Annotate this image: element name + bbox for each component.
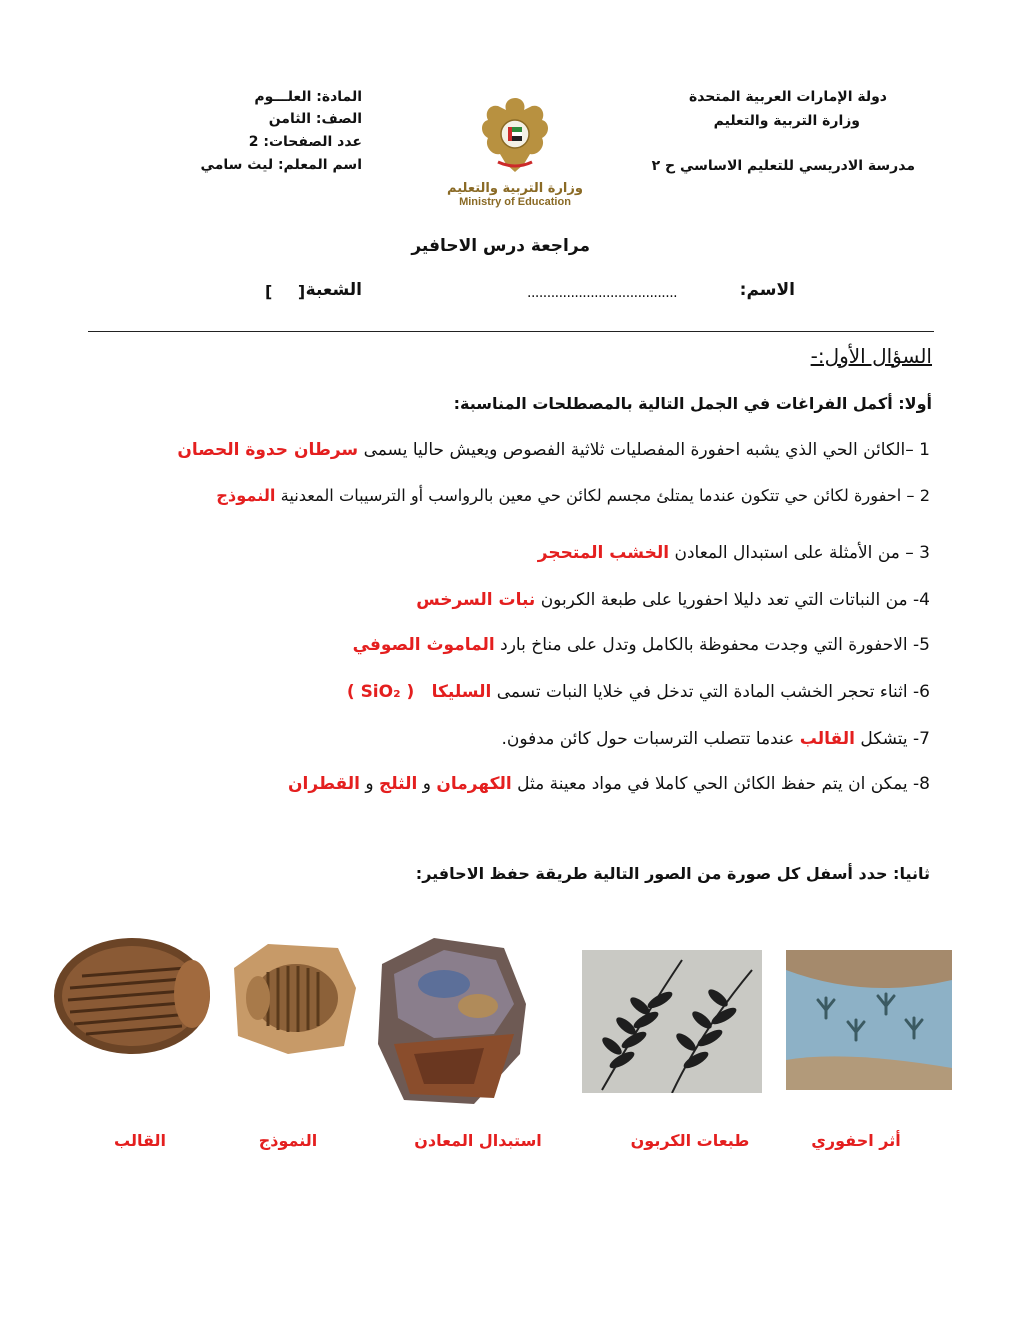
ministry-logo [440,92,590,217]
caption-carbon-film: طبعات الكربون [630,1131,750,1150]
item-2-text: 2 – احفورة لكائن حي تتكون عندما يمتلئ مجسم لكائن حي معين بالرواسب أو الترسيبات المعدنية [280,486,930,505]
question-item-8 [288,774,930,794]
trilobite-mold-photo [50,928,215,1068]
item-5-text: 5- الاحفورة التي وجدت محفوظة بالكامل وتدل على مناخ بارد [500,635,930,655]
caption-cast: النموذج [258,1131,318,1150]
item-3-answer: الخشب المتحجر [537,543,670,563]
item-8-answer-3: القطران [288,774,360,794]
student-name-field[interactable]: ...................................... [527,285,678,301]
caption-trace-fossil: أثر احفوري [811,1131,901,1150]
question-item-5 [353,635,930,655]
pages-label: عدد الصفحات: 2 [248,134,362,150]
item-3-text: 3 – من الأمثلة على استبدال المعادن [674,543,930,563]
petrified-wood-photo [374,934,530,1110]
item-8-text: 8- يمكن ان يتم حفظ الكائن الحي كاملا في مواد معينة مثل [517,774,930,794]
header-divider [88,331,934,332]
item-7-answer: القالب [799,729,855,749]
item-6-formula: ( SiO₂ ) [346,682,415,702]
question-item-7 [502,729,931,749]
caption-mineral-replacement: استبدال المعادن [414,1131,542,1150]
item-8-answer-1: الكهرمان [436,774,512,794]
student-name-label: الاسم: [739,280,795,300]
question-item-2 [216,486,930,505]
logo-arabic-text: وزارة التربية والتعليم [447,181,583,196]
item-1-answer: سرطان حدوة الحصان [177,440,359,460]
question-item-1 [177,440,930,460]
ministry-name: وزارة التربية والتعليم [713,113,860,129]
trilobite-cast-photo [228,938,360,1058]
item-2-answer: النموذج [216,486,276,505]
question-item-3 [538,543,930,563]
item-1-text: 1 –الكائن الحي الذي يشبه احفورة المفصليات ثلاثية الفصوص ويعيش حاليا يسمى [363,440,930,460]
item-5-answer: الماموث الصوفي [352,635,495,655]
teacher-label: اسم المعلم: ليث سامي [200,157,362,173]
item-7-pre: 7- يتشكل [860,729,930,749]
school-name: مدرسة الادريسي للتعليم الاساسي ح ٢ [651,158,915,174]
page-title: مراجعة درس الاحافير [411,236,590,256]
subject-label: المادة: العلـــوم [254,89,362,105]
part2-instructions: ثانيا: حدد أسفل كل صورة من الصور التالية طريقة حفظ الاحافير: [415,864,930,883]
country-name: دولة الإمارات العربية المتحدة [688,89,887,105]
item-4-answer: نبات السرخس [416,590,536,610]
part1-instructions: أولا: أكمل الفراغات في الجمل التالية بالمصطلحات المناسبة: [453,394,932,413]
question1-heading: السؤال الأول:- [810,344,932,368]
question-item-6 [347,682,930,702]
item-6-text: 6- اثناء تحجر الخشب المادة التي تدخل في خلايا النبات تسمى [496,682,930,702]
item-7-post: عندما تتصلب الترسبات حول كائن مدفون. [501,729,795,749]
item-8-and-2: و [365,774,374,794]
item-8-answer-2: الثلج [378,774,418,794]
grade-label: الصف: الثامن [268,111,362,127]
uae-emblem-icon [440,92,590,177]
caption-mold: القالب [114,1131,166,1150]
item-6-answer: السليكا [431,682,492,702]
fern-carbon-film-photo [582,950,762,1093]
section-field[interactable]: [ ] [265,282,306,301]
section-label: الشعبة [305,280,362,300]
item-4-text: 4- من النباتات التي تعد دليلا احفوريا على طبعة الكربون [540,590,930,610]
question-item-4 [416,590,930,610]
item-8-and-1: و [422,774,431,794]
footprints-trace-photo [786,950,952,1090]
logo-english-text: Ministry of Education [459,196,571,208]
